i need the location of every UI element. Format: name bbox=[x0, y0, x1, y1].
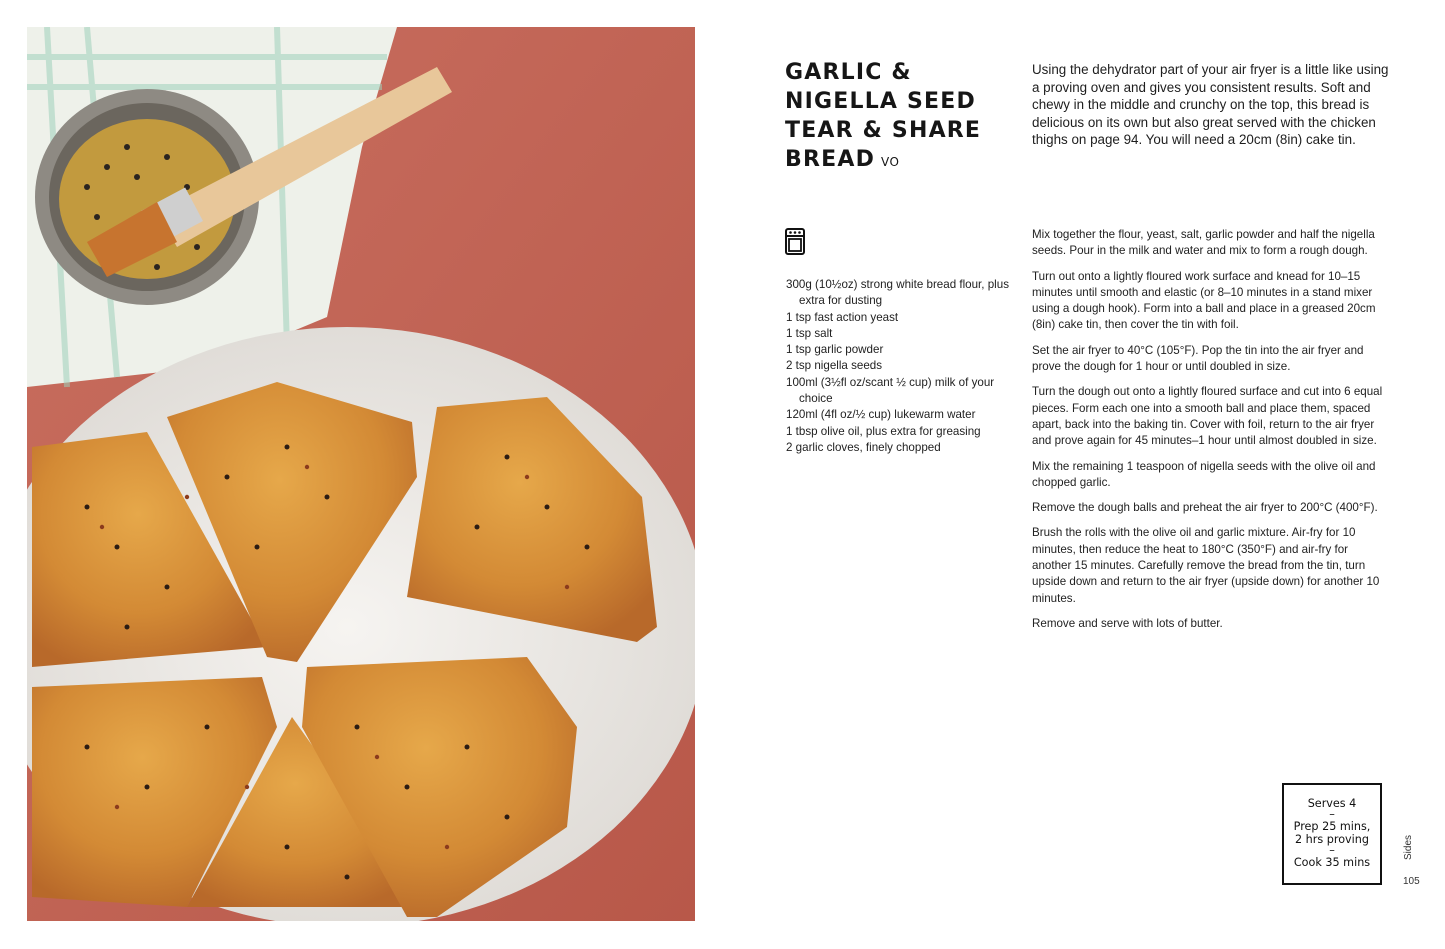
ingredient-list bbox=[786, 277, 1021, 456]
divider-dash: – bbox=[1329, 844, 1335, 857]
recipe-intro: Using the dehydrator part of your air fryer is a little like using a proving oven and gives you consistent results. Soft and chewy in the middle and crunchy on the top, this bread is delicious on its own but also great served with the chicken thighs on page 94. You will need a 20cm (8in) cake tin. bbox=[1032, 62, 1389, 148]
method-step: Turn the dough out onto a lightly floured surface and cut into 6 equal pieces. Form each one into a smooth ball and place them, spaced apart, back into the baking tin. Cover with foil, return to the air fryer and prove again for 45 minutes–1 hour until almost doubled in size. bbox=[1032, 385, 1383, 448]
method-step: Mix together the flour, yeast, salt, garlic powder and half the nigella seeds. Pour in the milk and water and mix to form a rough dough. bbox=[1032, 228, 1375, 258]
proving-time-text: 2 hrs proving bbox=[1295, 833, 1369, 846]
ingredient-item: 1 tsp salt bbox=[786, 326, 833, 340]
ingredient-item: 1 tbsp olive oil, plus extra for greasing bbox=[786, 424, 981, 438]
section-label-text: Sides bbox=[1403, 834, 1414, 860]
ingredient-item: 300g (10½oz) strong white bread flour, plus extra for dusting bbox=[786, 278, 1009, 308]
ingredient-item: 1 tsp garlic powder bbox=[786, 343, 884, 357]
method-step: Brush the rolls with the olive oil and garlic mixture. Air-fry for 10 minutes, then reduce the heat to 180°C (350°F) and air-fry for another 15 minutes. Carefully remove the bread from the tin, turn upside down and return to the air fryer (upside down) for another 10 minutes. bbox=[1032, 526, 1380, 605]
recipe-title bbox=[785, 58, 1015, 177]
ingredient-item: 1 tsp fast action yeast bbox=[786, 310, 899, 324]
diet-tag: VO bbox=[881, 155, 900, 169]
method-step: Remove the dough balls and preheat the air fryer to 200°C (400°F). bbox=[1032, 501, 1378, 515]
section-label bbox=[1403, 834, 1423, 868]
ingredient-item: 2 tsp nigella seeds bbox=[786, 359, 883, 373]
method-steps bbox=[1032, 227, 1384, 641]
method-step: Turn out onto a lightly floured work surface and knead for 10–15 minutes until smooth and elastic (or 8–10 minutes in a stand mixer using a dough hook). Form into a ball and place in a greased 20cm (8in) cake tin, then cover the tin with foil. bbox=[1032, 269, 1376, 332]
recipe-info-box bbox=[1282, 783, 1382, 885]
title-line-3: TEAR & SHARE bbox=[785, 118, 982, 143]
serves-text: Serves 4 bbox=[1307, 797, 1357, 810]
title-line-1: GARLIC & bbox=[785, 60, 912, 85]
page-number: 105 bbox=[1403, 876, 1420, 887]
bread-photo bbox=[27, 27, 695, 921]
method-step: Mix the remaining 1 teaspoon of nigella seeds with the olive oil and chopped garlic. bbox=[1032, 459, 1376, 489]
method-step: Set the air fryer to 40°C (105°F). Pop the tin into the air fryer and prove the dough for 1 hour or until doubled in size. bbox=[1032, 343, 1364, 374]
method-step: Remove and serve with lots of butter. bbox=[1032, 616, 1223, 630]
oven-icon bbox=[785, 228, 805, 255]
divider-dash: – bbox=[1329, 808, 1335, 821]
title-line-2: NIGELLA SEED bbox=[785, 89, 976, 114]
ingredient-item: 100ml (3½fl oz/scant ½ cup) milk of your choice bbox=[786, 375, 995, 406]
ingredient-item: 120ml (4fl oz/½ cup) lukewarm water bbox=[786, 408, 976, 422]
prep-time-text: Prep 25 mins, bbox=[1293, 820, 1371, 833]
title-line-4: BREAD bbox=[785, 147, 876, 172]
cook-time-text: Cook 35 mins bbox=[1293, 856, 1371, 869]
ingredient-item: 2 garlic cloves, finely chopped bbox=[786, 440, 941, 454]
